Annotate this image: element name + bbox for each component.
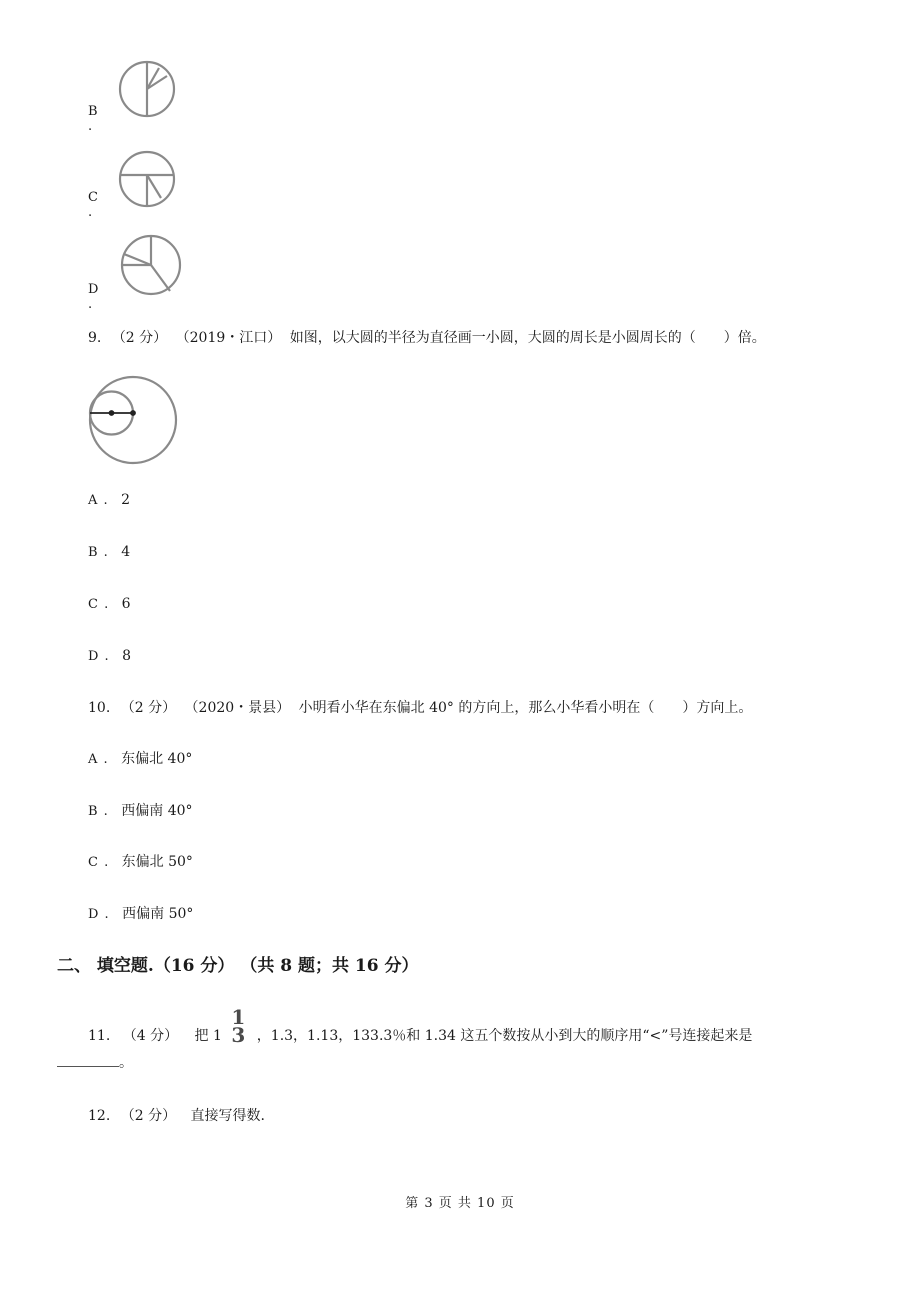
q9-source: （2019・江口） bbox=[175, 330, 282, 346]
q9-center-dot-small bbox=[109, 411, 114, 416]
q9-option-c-label: C . bbox=[88, 597, 110, 612]
q8-option-b-label[interactable]: B . bbox=[88, 104, 99, 134]
q11-fraction bbox=[230, 1007, 246, 1047]
q10-score: （2 分） bbox=[120, 700, 177, 716]
q9-stem bbox=[88, 328, 766, 348]
q11-fraction-denominator: 3 bbox=[231, 1023, 246, 1047]
q9-option-b[interactable] bbox=[88, 542, 130, 563]
q10-source: （2020・景县） bbox=[184, 700, 291, 716]
q11-end: 。 bbox=[119, 1055, 133, 1071]
q8-option-c-figure bbox=[118, 150, 178, 208]
q9-option-a[interactable] bbox=[88, 490, 130, 511]
q10-option-a-label: A . bbox=[88, 752, 109, 767]
q11-stem bbox=[88, 1005, 753, 1056]
q10-text: 小明看小华在东偏北 40° 的方向上，那么小华看小明在（ ）方向上。 bbox=[298, 700, 753, 716]
q10-option-d-value: 西偏南 50° bbox=[122, 906, 194, 922]
q11-score: （4 分） bbox=[122, 1028, 179, 1044]
q11-text-after: ，1.3，1.13，133.3％和 1.34 这五个数按从小到大的顺序用“<”号连接起来是 bbox=[256, 1028, 753, 1044]
q9-option-c[interactable] bbox=[88, 594, 131, 615]
q10-option-d-label: D . bbox=[88, 907, 110, 922]
q9-option-a-value: 2 bbox=[121, 492, 131, 508]
q11-answer-blank[interactable] bbox=[57, 1052, 119, 1067]
q10-option-c[interactable] bbox=[88, 852, 193, 873]
q9-text: 如图，以大圆的半径为直径画一小圆，大圆的周长是小圆周长的（ ）倍。 bbox=[289, 330, 766, 346]
q9-score: （2 分） bbox=[111, 330, 168, 346]
q10-option-d[interactable] bbox=[88, 904, 193, 925]
q12-stem bbox=[88, 1106, 265, 1126]
q9-option-b-label: B . bbox=[88, 545, 109, 560]
q10-number: 10. bbox=[88, 700, 111, 716]
q8-option-b-figure bbox=[118, 60, 178, 118]
q8-option-c-label[interactable]: C . bbox=[88, 190, 99, 220]
section-2-heading: 二、 填空题.（16 分） （共 8 题；共 16 分） bbox=[57, 956, 419, 976]
q9-number: 9. bbox=[88, 330, 102, 346]
q9-big-circle bbox=[90, 377, 176, 463]
q8-option-d-figure bbox=[120, 234, 182, 296]
q10-option-a[interactable] bbox=[88, 749, 192, 770]
q8-option-d-label[interactable]: D . bbox=[88, 282, 100, 312]
q11-number: 11. bbox=[88, 1028, 111, 1044]
q9-option-a-label: A . bbox=[88, 493, 109, 508]
q11-answer-line bbox=[57, 1052, 133, 1073]
q12-number: 12. bbox=[88, 1108, 111, 1124]
q10-stem bbox=[88, 698, 752, 718]
q9-option-c-value: 6 bbox=[121, 596, 131, 612]
q12-score: （2 分） bbox=[120, 1108, 177, 1124]
q9-option-d[interactable] bbox=[88, 646, 131, 667]
q9-option-d-label: D . bbox=[88, 649, 110, 664]
q9-option-b-value: 4 bbox=[121, 544, 131, 560]
q10-option-c-label: C . bbox=[88, 855, 110, 870]
q11-text-before: 把 1 bbox=[194, 1028, 222, 1044]
q10-option-b[interactable] bbox=[88, 801, 193, 822]
q10-option-b-label: B . bbox=[88, 804, 109, 819]
q10-option-a-value: 东偏北 40° bbox=[121, 751, 193, 767]
q9-figure bbox=[88, 375, 180, 467]
q12-text: 直接写得数. bbox=[190, 1108, 265, 1124]
q9-center-dot-big bbox=[131, 411, 136, 416]
q9-option-d-value: 8 bbox=[122, 648, 132, 664]
page-footer: 第 3 页 共 10 页 bbox=[405, 1196, 515, 1211]
q11-fraction-numerator: 1 bbox=[231, 1005, 246, 1029]
q10-option-c-value: 东偏北 50° bbox=[121, 854, 193, 870]
q10-option-b-value: 西偏南 40° bbox=[121, 803, 193, 819]
